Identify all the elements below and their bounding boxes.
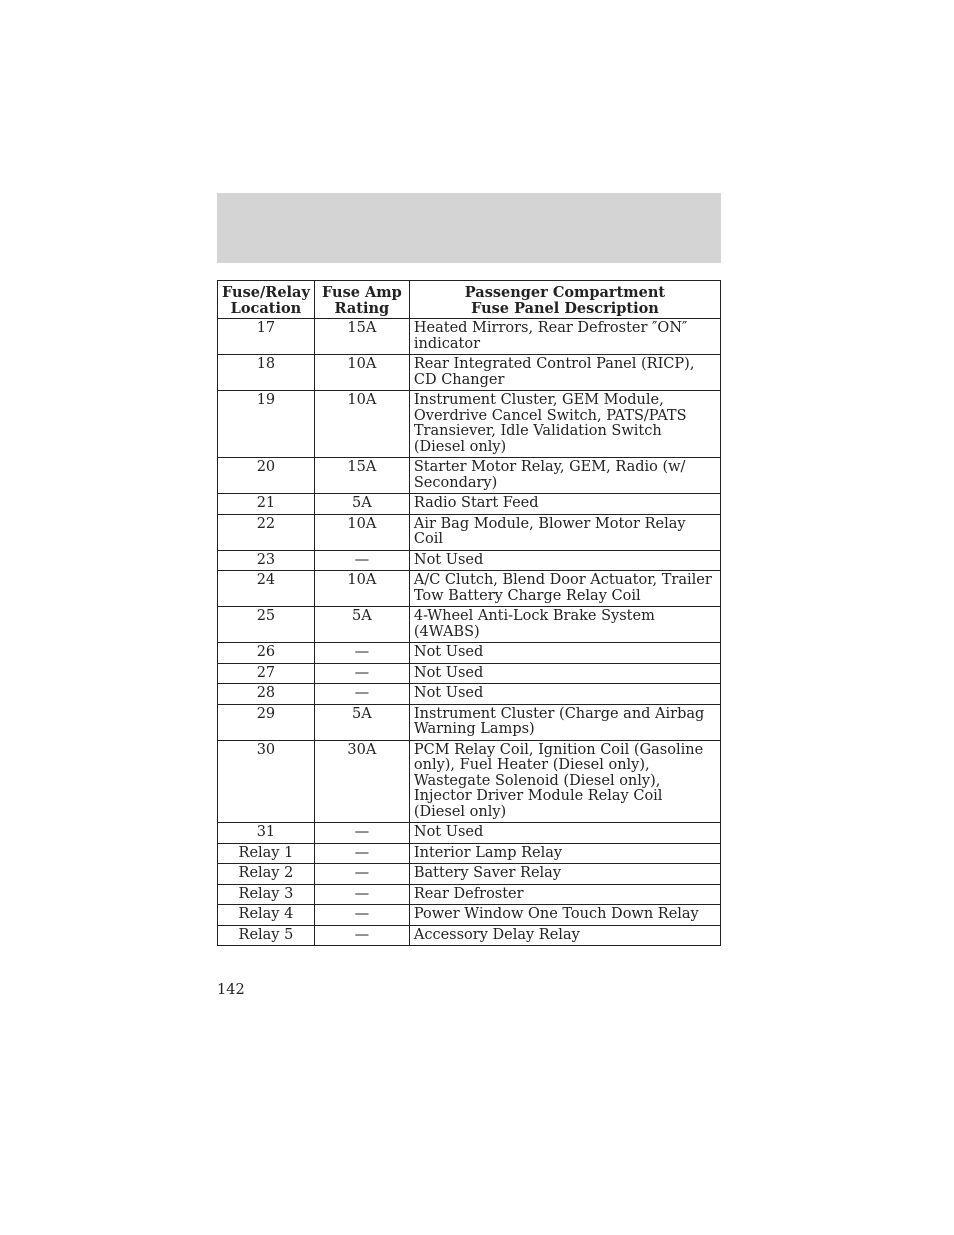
cell-description: Heated Mirrors, Rear Defroster ″ON″ indicator [409, 319, 720, 355]
table-row [218, 925, 721, 946]
cell-amp-rating: 5A [314, 704, 409, 740]
cell-description: 4-Wheel Anti-Lock Brake System (4WABS) [409, 607, 720, 643]
cell-location: Relay 5 [218, 925, 315, 946]
cell-amp-rating: — [314, 643, 409, 664]
cell-amp-rating: — [314, 663, 409, 684]
table-row [218, 391, 721, 458]
cell-amp-rating: 15A [314, 458, 409, 494]
cell-description: Starter Motor Relay, GEM, Radio (w/ Secondary) [409, 458, 720, 494]
cell-location: Relay 3 [218, 884, 315, 905]
table-row [218, 663, 721, 684]
cell-location: 18 [218, 355, 315, 391]
table-row [218, 571, 721, 607]
cell-description: Instrument Cluster, GEM Module, Overdrive Cancel Switch, PATS/PATS Transiever, Idle Validation Switch (Diesel only) [409, 391, 720, 458]
table-row [218, 740, 721, 823]
cell-location: 26 [218, 643, 315, 664]
cell-description: A/C Clutch, Blend Door Actuator, Trailer Tow Battery Charge Relay Coil [409, 571, 720, 607]
cell-location: 24 [218, 571, 315, 607]
table-row [218, 319, 721, 355]
header-amp-rating: Fuse Amp Rating [314, 281, 409, 319]
table-row [218, 843, 721, 864]
cell-description: Accessory Delay Relay [409, 925, 720, 946]
cell-amp-rating: — [314, 684, 409, 705]
table-body [218, 319, 721, 946]
cell-description: Rear Integrated Control Panel (RICP), CD Changer [409, 355, 720, 391]
cell-description: Not Used [409, 823, 720, 844]
table-row [218, 864, 721, 885]
cell-amp-rating: 30A [314, 740, 409, 823]
cell-description: Battery Saver Relay [409, 864, 720, 885]
cell-location: 20 [218, 458, 315, 494]
table-header [218, 281, 721, 319]
cell-description: Air Bag Module, Blower Motor Relay Coil [409, 514, 720, 550]
cell-description: Not Used [409, 550, 720, 571]
cell-amp-rating: 10A [314, 514, 409, 550]
cell-description: PCM Relay Coil, Ignition Coil (Gasoline only), Fuel Heater (Diesel only), Wastegate Solenoid (Diesel only), Injector Driver Module Relay Coil (Diesel only) [409, 740, 720, 823]
cell-description: Rear Defroster [409, 884, 720, 905]
fuse-table [217, 280, 721, 946]
cell-location: 29 [218, 704, 315, 740]
cell-amp-rating: — [314, 884, 409, 905]
cell-description: Interior Lamp Relay [409, 843, 720, 864]
header-row [218, 281, 721, 319]
header-band [217, 193, 721, 263]
table-row [218, 823, 721, 844]
cell-description: Instrument Cluster (Charge and Airbag Warning Lamps) [409, 704, 720, 740]
cell-amp-rating: 10A [314, 355, 409, 391]
cell-location: 27 [218, 663, 315, 684]
cell-location: 21 [218, 494, 315, 515]
cell-location: Relay 4 [218, 905, 315, 926]
cell-amp-rating: 10A [314, 391, 409, 458]
header-description: Passenger Compartment Fuse Panel Description [409, 281, 720, 319]
table-row [218, 704, 721, 740]
table-row [218, 514, 721, 550]
cell-amp-rating: — [314, 823, 409, 844]
cell-amp-rating: 5A [314, 494, 409, 515]
cell-location: 25 [218, 607, 315, 643]
header-location: Fuse/Relay Location [218, 281, 315, 319]
cell-description: Power Window One Touch Down Relay [409, 905, 720, 926]
cell-amp-rating: — [314, 864, 409, 885]
cell-amp-rating: 15A [314, 319, 409, 355]
cell-location: 17 [218, 319, 315, 355]
cell-location: 23 [218, 550, 315, 571]
cell-description: Not Used [409, 663, 720, 684]
table-row [218, 684, 721, 705]
cell-location: Relay 1 [218, 843, 315, 864]
cell-description: Radio Start Feed [409, 494, 720, 515]
cell-location: 30 [218, 740, 315, 823]
table-row [218, 355, 721, 391]
cell-location: 19 [218, 391, 315, 458]
cell-amp-rating: 10A [314, 571, 409, 607]
cell-amp-rating: — [314, 843, 409, 864]
cell-location: 28 [218, 684, 315, 705]
cell-amp-rating: 5A [314, 607, 409, 643]
cell-amp-rating: — [314, 905, 409, 926]
page-number: 142 [217, 982, 245, 998]
table-row [218, 884, 721, 905]
cell-location: Relay 2 [218, 864, 315, 885]
table-row [218, 550, 721, 571]
table-row [218, 607, 721, 643]
cell-description: Not Used [409, 643, 720, 664]
cell-amp-rating: — [314, 550, 409, 571]
table-row [218, 643, 721, 664]
table-row [218, 458, 721, 494]
table-row [218, 905, 721, 926]
cell-amp-rating: — [314, 925, 409, 946]
cell-location: 31 [218, 823, 315, 844]
cell-location: 22 [218, 514, 315, 550]
cell-description: Not Used [409, 684, 720, 705]
table-row [218, 494, 721, 515]
